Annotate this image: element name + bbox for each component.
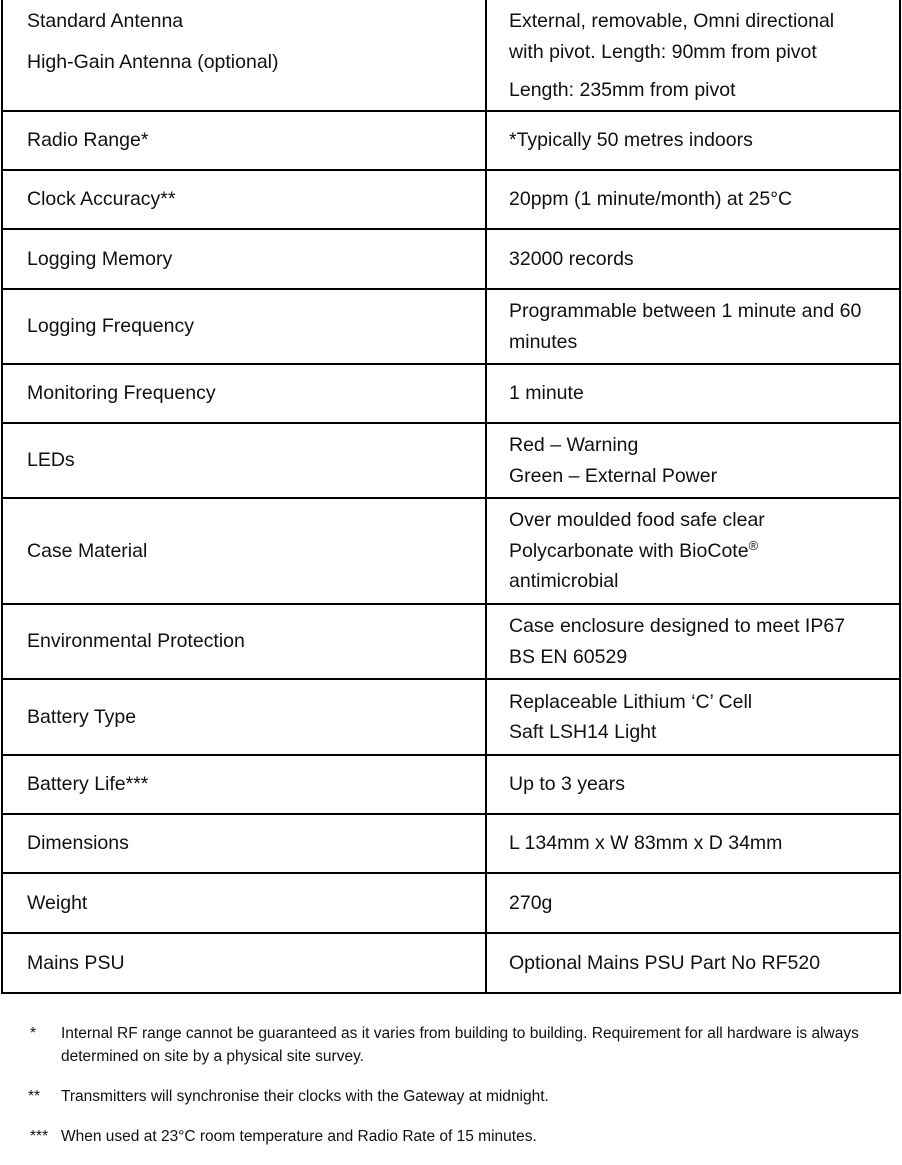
footnote <box>0 1085 902 1108</box>
spec-value: Saft LSH14 Light <box>509 721 657 743</box>
footnote-mark: *** <box>30 1128 49 1145</box>
footnote-text: Internal RF range cannot be guaranteed as it varies from building to building. Requirement for all hardware is always determined on site by a physical site survey. <box>61 1025 859 1065</box>
spec-label: Weight <box>2 873 486 933</box>
registered-mark: ® <box>748 537 759 553</box>
table-row <box>2 679 900 755</box>
spec-table <box>1 0 901 994</box>
spec-value: Optional Mains PSU Part No RF520 <box>486 933 900 993</box>
spec-value: antimicrobial <box>509 570 619 593</box>
spec-value: Replaceable Lithium ‘C’ Cell <box>509 690 753 713</box>
table-row <box>2 755 900 814</box>
table-row <box>2 364 900 423</box>
footnote-mark: ** <box>28 1088 41 1105</box>
spec-label: LEDs <box>2 423 486 498</box>
spec-value: 1 minute <box>486 364 900 423</box>
footnote <box>0 1022 902 1068</box>
spec-value: minutes <box>509 330 578 353</box>
table-row <box>2 423 900 498</box>
spec-label: Battery Life*** <box>2 755 486 814</box>
spec-label: Battery Type <box>2 679 486 755</box>
spec-label: Dimensions <box>2 814 486 873</box>
spec-value: Case enclosure designed to meet IP67 <box>509 615 846 637</box>
table-row <box>2 873 900 933</box>
spec-label: Case Material <box>2 498 486 604</box>
spec-label: High-Gain Antenna (optional) <box>27 50 279 73</box>
spec-label: Mains PSU <box>2 933 486 993</box>
spec-value: Red – Warning <box>509 434 639 456</box>
spec-value: 20ppm (1 minute/month) at 25°C <box>486 170 900 229</box>
spec-value: *Typically 50 metres indoors <box>486 111 900 170</box>
spec-value-cell <box>486 289 900 364</box>
spec-value: Over moulded food safe clear <box>509 509 765 532</box>
table-row <box>2 170 900 229</box>
table-row <box>2 289 900 364</box>
spec-value: 270g <box>486 873 900 933</box>
spec-value: Up to 3 years <box>486 755 900 814</box>
spec-value: Length: 235mm from pivot <box>509 79 736 101</box>
spec-value-cell <box>486 423 900 498</box>
table-row <box>2 604 900 679</box>
table-row <box>2 229 900 289</box>
spec-value: BS EN 60529 <box>509 645 628 668</box>
spec-label: Standard Antenna <box>27 10 184 32</box>
table-row <box>2 111 900 170</box>
spec-label-cell <box>2 0 486 111</box>
spec-value-cell <box>486 498 900 604</box>
spec-label: Logging Memory <box>2 229 486 289</box>
spec-label: Clock Accuracy** <box>2 170 486 229</box>
footnote-text: Transmitters will synchronise their clocks with the Gateway at midnight. <box>61 1088 549 1105</box>
footnote-text: When used at 23°C room temperature and Radio Rate of 15 minutes. <box>61 1128 537 1145</box>
footnote <box>0 1125 902 1148</box>
spec-value: Polycarbonate with BioCote <box>509 539 749 562</box>
table-row <box>2 933 900 993</box>
spec-value: with pivot. Length: 90mm from pivot <box>509 40 817 63</box>
spec-label: Radio Range* <box>2 111 486 170</box>
spec-value: L 134mm x W 83mm x D 34mm <box>486 814 900 873</box>
table-row <box>2 814 900 873</box>
spec-label: Environmental Protection <box>2 604 486 679</box>
spec-value-with-mark <box>509 536 899 567</box>
table-row <box>2 0 900 111</box>
spec-value: 32000 records <box>486 229 900 289</box>
spec-value-cell <box>486 679 900 755</box>
spec-value: Programmable between 1 minute and 60 <box>509 300 862 322</box>
spec-label: Logging Frequency <box>2 289 486 364</box>
spec-value: Green – External Power <box>509 464 718 487</box>
spec-label: Monitoring Frequency <box>2 364 486 423</box>
spec-value-cell <box>486 604 900 679</box>
table-row <box>2 498 900 604</box>
footnote-mark: * <box>30 1025 37 1042</box>
spec-value: External, removable, Omni directional <box>509 10 835 32</box>
spec-value-cell <box>486 0 900 111</box>
